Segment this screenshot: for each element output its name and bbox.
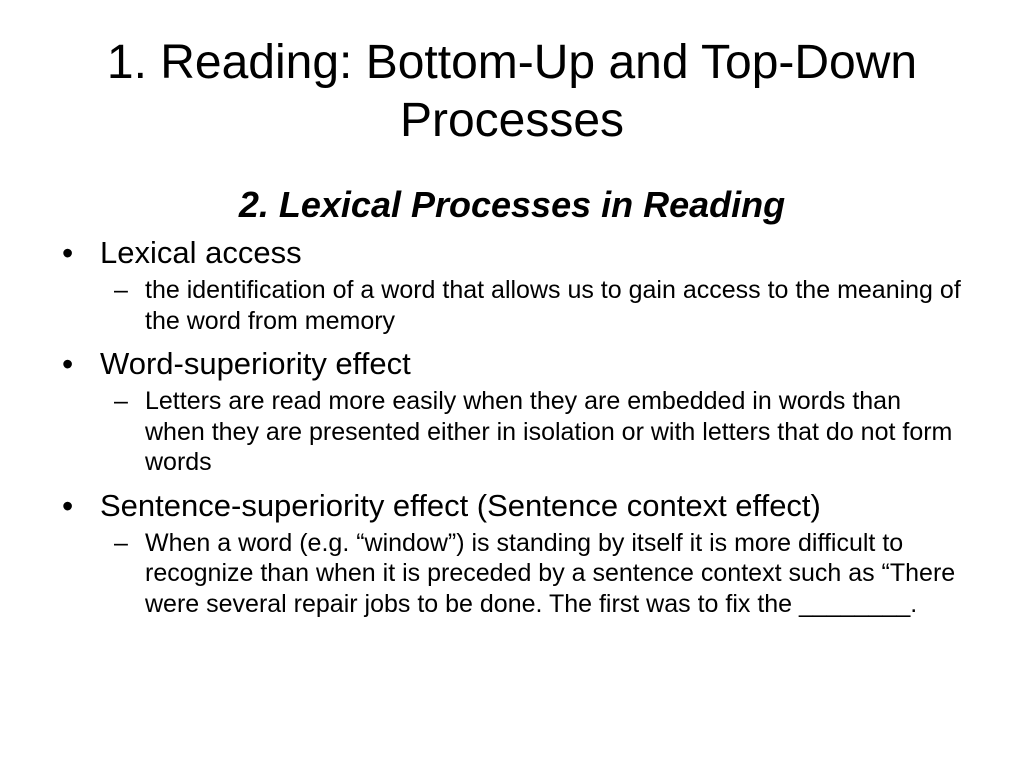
bullet-dot-icon: • <box>62 487 74 524</box>
bullet-list <box>56 233 966 627</box>
sub-item <box>100 386 966 478</box>
sub-list <box>100 386 966 478</box>
dash-icon: – <box>114 528 128 557</box>
bullet-item-lexical-access <box>56 233 966 336</box>
sub-text: Letters are read more easily when they are embedded in words than when they are presented either in isolation or with letters that do not form words <box>145 387 953 476</box>
sub-list <box>100 275 966 336</box>
sub-item <box>100 528 966 620</box>
bullet-dot-icon: • <box>62 235 74 271</box>
sub-item <box>100 275 966 336</box>
dash-icon: – <box>114 387 128 415</box>
bullet-item-sentence-superiority <box>56 486 966 620</box>
bullet-item-word-superiority <box>56 344 966 478</box>
sub-text: When a word (e.g. “window”) is standing by itself it is more difficult to recognize than when it is preceded by a sentence context such as “There were several repair jobs to be done. The first was to fix the ________. <box>145 528 956 618</box>
bullet-dot-icon: • <box>62 346 74 382</box>
slide-subtitle: 2. Lexical Processes in Reading <box>238 184 786 225</box>
slide-title: 1. Reading: Bottom-Up and Top-Down Processes <box>106 36 918 147</box>
bullet-text: Sentence-superiority effect (Sentence context effect) <box>100 487 821 523</box>
bullet-text: Word-superiority effect <box>100 346 411 381</box>
sub-text: the identification of a word that allows us to gain access to the meaning of the word from memory <box>145 276 961 335</box>
bullet-text: Lexical access <box>100 235 302 270</box>
dash-icon: – <box>114 276 128 304</box>
sub-list <box>100 528 966 620</box>
